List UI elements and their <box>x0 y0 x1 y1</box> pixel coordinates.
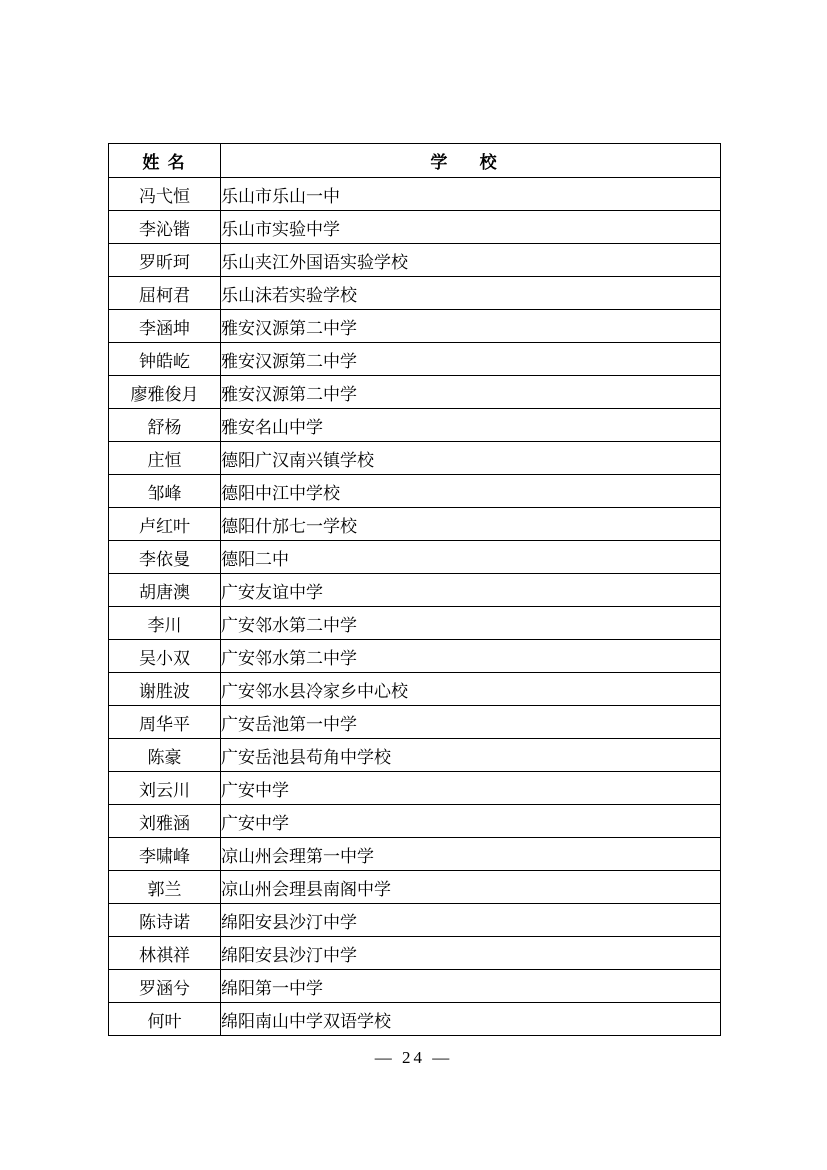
cell-name: 钟皓屹 <box>109 343 221 376</box>
cell-name: 李川 <box>109 607 221 640</box>
table-row <box>109 772 721 805</box>
cell-name: 郭兰 <box>109 871 221 904</box>
cell-name: 李啸峰 <box>109 838 221 871</box>
cell-school: 乐山沫若实验学校 <box>221 277 721 310</box>
roster-table-container <box>108 143 720 1036</box>
cell-name: 刘雅涵 <box>109 805 221 838</box>
cell-school: 雅安汉源第二中学 <box>221 310 721 343</box>
cell-school: 德阳中江中学校 <box>221 475 721 508</box>
cell-name: 廖雅俊月 <box>109 376 221 409</box>
cell-school: 广安岳池第一中学 <box>221 706 721 739</box>
table-header-row <box>109 144 721 178</box>
cell-name: 刘云川 <box>109 772 221 805</box>
table-row <box>109 739 721 772</box>
cell-name: 罗昕珂 <box>109 244 221 277</box>
cell-school: 德阳二中 <box>221 541 721 574</box>
cell-name: 周华平 <box>109 706 221 739</box>
table-row <box>109 310 721 343</box>
cell-name: 林祺祥 <box>109 937 221 970</box>
table-row <box>109 1003 721 1036</box>
cell-name: 吴小双 <box>109 640 221 673</box>
cell-school: 绵阳安县沙汀中学 <box>221 904 721 937</box>
table-row <box>109 376 721 409</box>
table-row <box>109 970 721 1003</box>
table-row <box>109 277 721 310</box>
cell-school: 雅安汉源第二中学 <box>221 376 721 409</box>
cell-school: 德阳广汉南兴镇学校 <box>221 442 721 475</box>
cell-school: 广安岳池县苟角中学校 <box>221 739 721 772</box>
table-row <box>109 673 721 706</box>
table-row <box>109 211 721 244</box>
cell-school: 德阳什邡七一学校 <box>221 508 721 541</box>
cell-school: 广安中学 <box>221 805 721 838</box>
cell-school: 乐山市乐山一中 <box>221 178 721 211</box>
table-row <box>109 541 721 574</box>
cell-name: 舒杨 <box>109 409 221 442</box>
cell-school: 雅安名山中学 <box>221 409 721 442</box>
cell-school: 广安中学 <box>221 772 721 805</box>
table-header <box>109 144 721 178</box>
cell-name: 李沁锴 <box>109 211 221 244</box>
cell-name: 李涵坤 <box>109 310 221 343</box>
cell-name: 李依曼 <box>109 541 221 574</box>
table-row <box>109 805 721 838</box>
cell-school: 绵阳南山中学双语学校 <box>221 1003 721 1036</box>
table-row <box>109 871 721 904</box>
cell-name: 陈豪 <box>109 739 221 772</box>
cell-school: 广安邻水第二中学 <box>221 607 721 640</box>
cell-name: 卢红叶 <box>109 508 221 541</box>
table-row <box>109 244 721 277</box>
page-number: — 24 — <box>374 1048 453 1067</box>
cell-school: 绵阳第一中学 <box>221 970 721 1003</box>
table-row <box>109 475 721 508</box>
cell-name: 屈柯君 <box>109 277 221 310</box>
table-row <box>109 607 721 640</box>
table-row <box>109 178 721 211</box>
table-row <box>109 409 721 442</box>
cell-name: 罗涵兮 <box>109 970 221 1003</box>
cell-school: 广安邻水县冷家乡中心校 <box>221 673 721 706</box>
column-header-name: 姓 名 <box>109 144 221 178</box>
table-row <box>109 574 721 607</box>
cell-name: 何叶 <box>109 1003 221 1036</box>
table-body <box>109 178 721 1036</box>
cell-school: 绵阳安县沙汀中学 <box>221 937 721 970</box>
table-row <box>109 442 721 475</box>
table-row <box>109 640 721 673</box>
table-row <box>109 937 721 970</box>
cell-name: 谢胜波 <box>109 673 221 706</box>
table-row <box>109 508 721 541</box>
table-row <box>109 706 721 739</box>
cell-name: 冯弋恒 <box>109 178 221 211</box>
cell-school: 广安友谊中学 <box>221 574 721 607</box>
cell-school: 乐山夹江外国语实验学校 <box>221 244 721 277</box>
cell-name: 庄恒 <box>109 442 221 475</box>
cell-school: 凉山州会理县南阁中学 <box>221 871 721 904</box>
cell-name: 胡唐澳 <box>109 574 221 607</box>
cell-school: 雅安汉源第二中学 <box>221 343 721 376</box>
table-row <box>109 904 721 937</box>
cell-name: 邹峰 <box>109 475 221 508</box>
table-row <box>109 838 721 871</box>
cell-school: 广安邻水第二中学 <box>221 640 721 673</box>
table-row <box>109 343 721 376</box>
column-header-school: 学 校 <box>221 144 721 178</box>
cell-school: 凉山州会理第一中学 <box>221 838 721 871</box>
cell-name: 陈诗诺 <box>109 904 221 937</box>
roster-table <box>108 143 721 1036</box>
cell-school: 乐山市实验中学 <box>221 211 721 244</box>
